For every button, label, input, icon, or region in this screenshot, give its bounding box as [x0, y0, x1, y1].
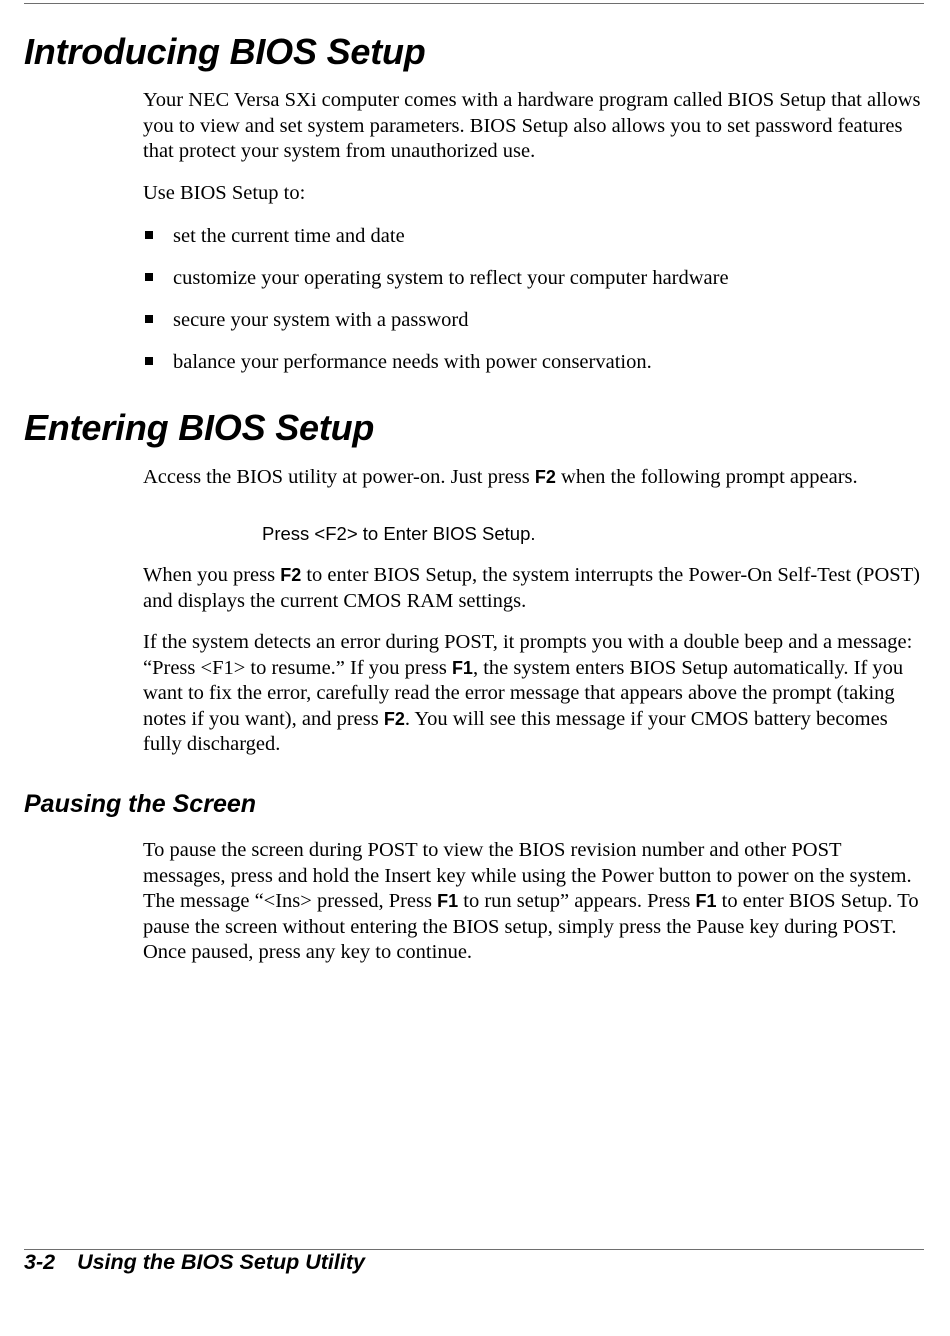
bullet-item: secure your system with a password	[143, 308, 468, 333]
page-footer	[24, 1250, 365, 1275]
key-f1: F1	[437, 891, 459, 912]
heading-pausing-the-screen: Pausing the Screen	[24, 790, 257, 818]
bullet-item: customize your operating system to reflect your computer hardware	[143, 266, 729, 291]
bullet-square-icon	[145, 315, 153, 323]
bullet-square-icon	[145, 357, 153, 365]
key-f1: F1	[451, 657, 473, 678]
bullet-item: balance your performance needs with power conservation.	[143, 350, 652, 375]
access-paragraph: Access the BIOS utility at power-on. Just press F2 when the following prompt appears.	[143, 466, 858, 488]
heading-entering-bios-setup: Entering BIOS Setup	[24, 407, 375, 448]
pause-paragraph: To pause the screen during POST to view the BIOS revision number and other POST messages, press and hold the Insert key while using the Power button to power on the system. The message “<Ins> pressed, Press F1 to run setup” appears. Press F1 to enter BIOS Setup. To pause the screen without entering the BIOS setup, simply press the Pause key during POST. Once paused, press any key to continue.	[143, 839, 919, 964]
chapter-title: Using the BIOS Setup Utility	[77, 1250, 365, 1274]
header-rule	[24, 3, 924, 4]
key-f2: F2	[383, 708, 405, 729]
error-paragraph: If the system detects an error during POST, it prompts you with a double beep and a message: “Press <F1> to resume.” If you press F1, the system enters BIOS Setup automatically. If you want to fix the error, carefully read the error message that appears above the prompt (taking notes if you want), and press F2. You will see this message if your CMOS battery becomes fully discharged.	[143, 631, 913, 756]
bullet-square-icon	[145, 273, 153, 281]
bios-prompt-text: Press <F2> to Enter BIOS Setup.	[262, 523, 536, 544]
heading-introducing-bios-setup: Introducing BIOS Setup	[24, 31, 426, 72]
bullet-item: set the current time and date	[143, 224, 405, 249]
bullet-square-icon	[145, 231, 153, 239]
use-lead: Use BIOS Setup to:	[143, 182, 306, 204]
key-f1: F1	[695, 891, 717, 912]
intro-paragraph: Your NEC Versa SXi computer comes with a hardware program called BIOS Setup that allows you to view and set system parameters. BIOS Setup also allows you to set password features that protect your system from unauthorized use.	[143, 89, 921, 163]
key-f2: F2	[280, 565, 302, 585]
key-f2: F2	[534, 467, 556, 487]
page-number: 3-2	[24, 1250, 56, 1274]
f2-paragraph: When you press F2 to enter BIOS Setup, the system interrupts the Power-On Self-Test (POST) and displays the current CMOS RAM settings.	[143, 564, 920, 612]
